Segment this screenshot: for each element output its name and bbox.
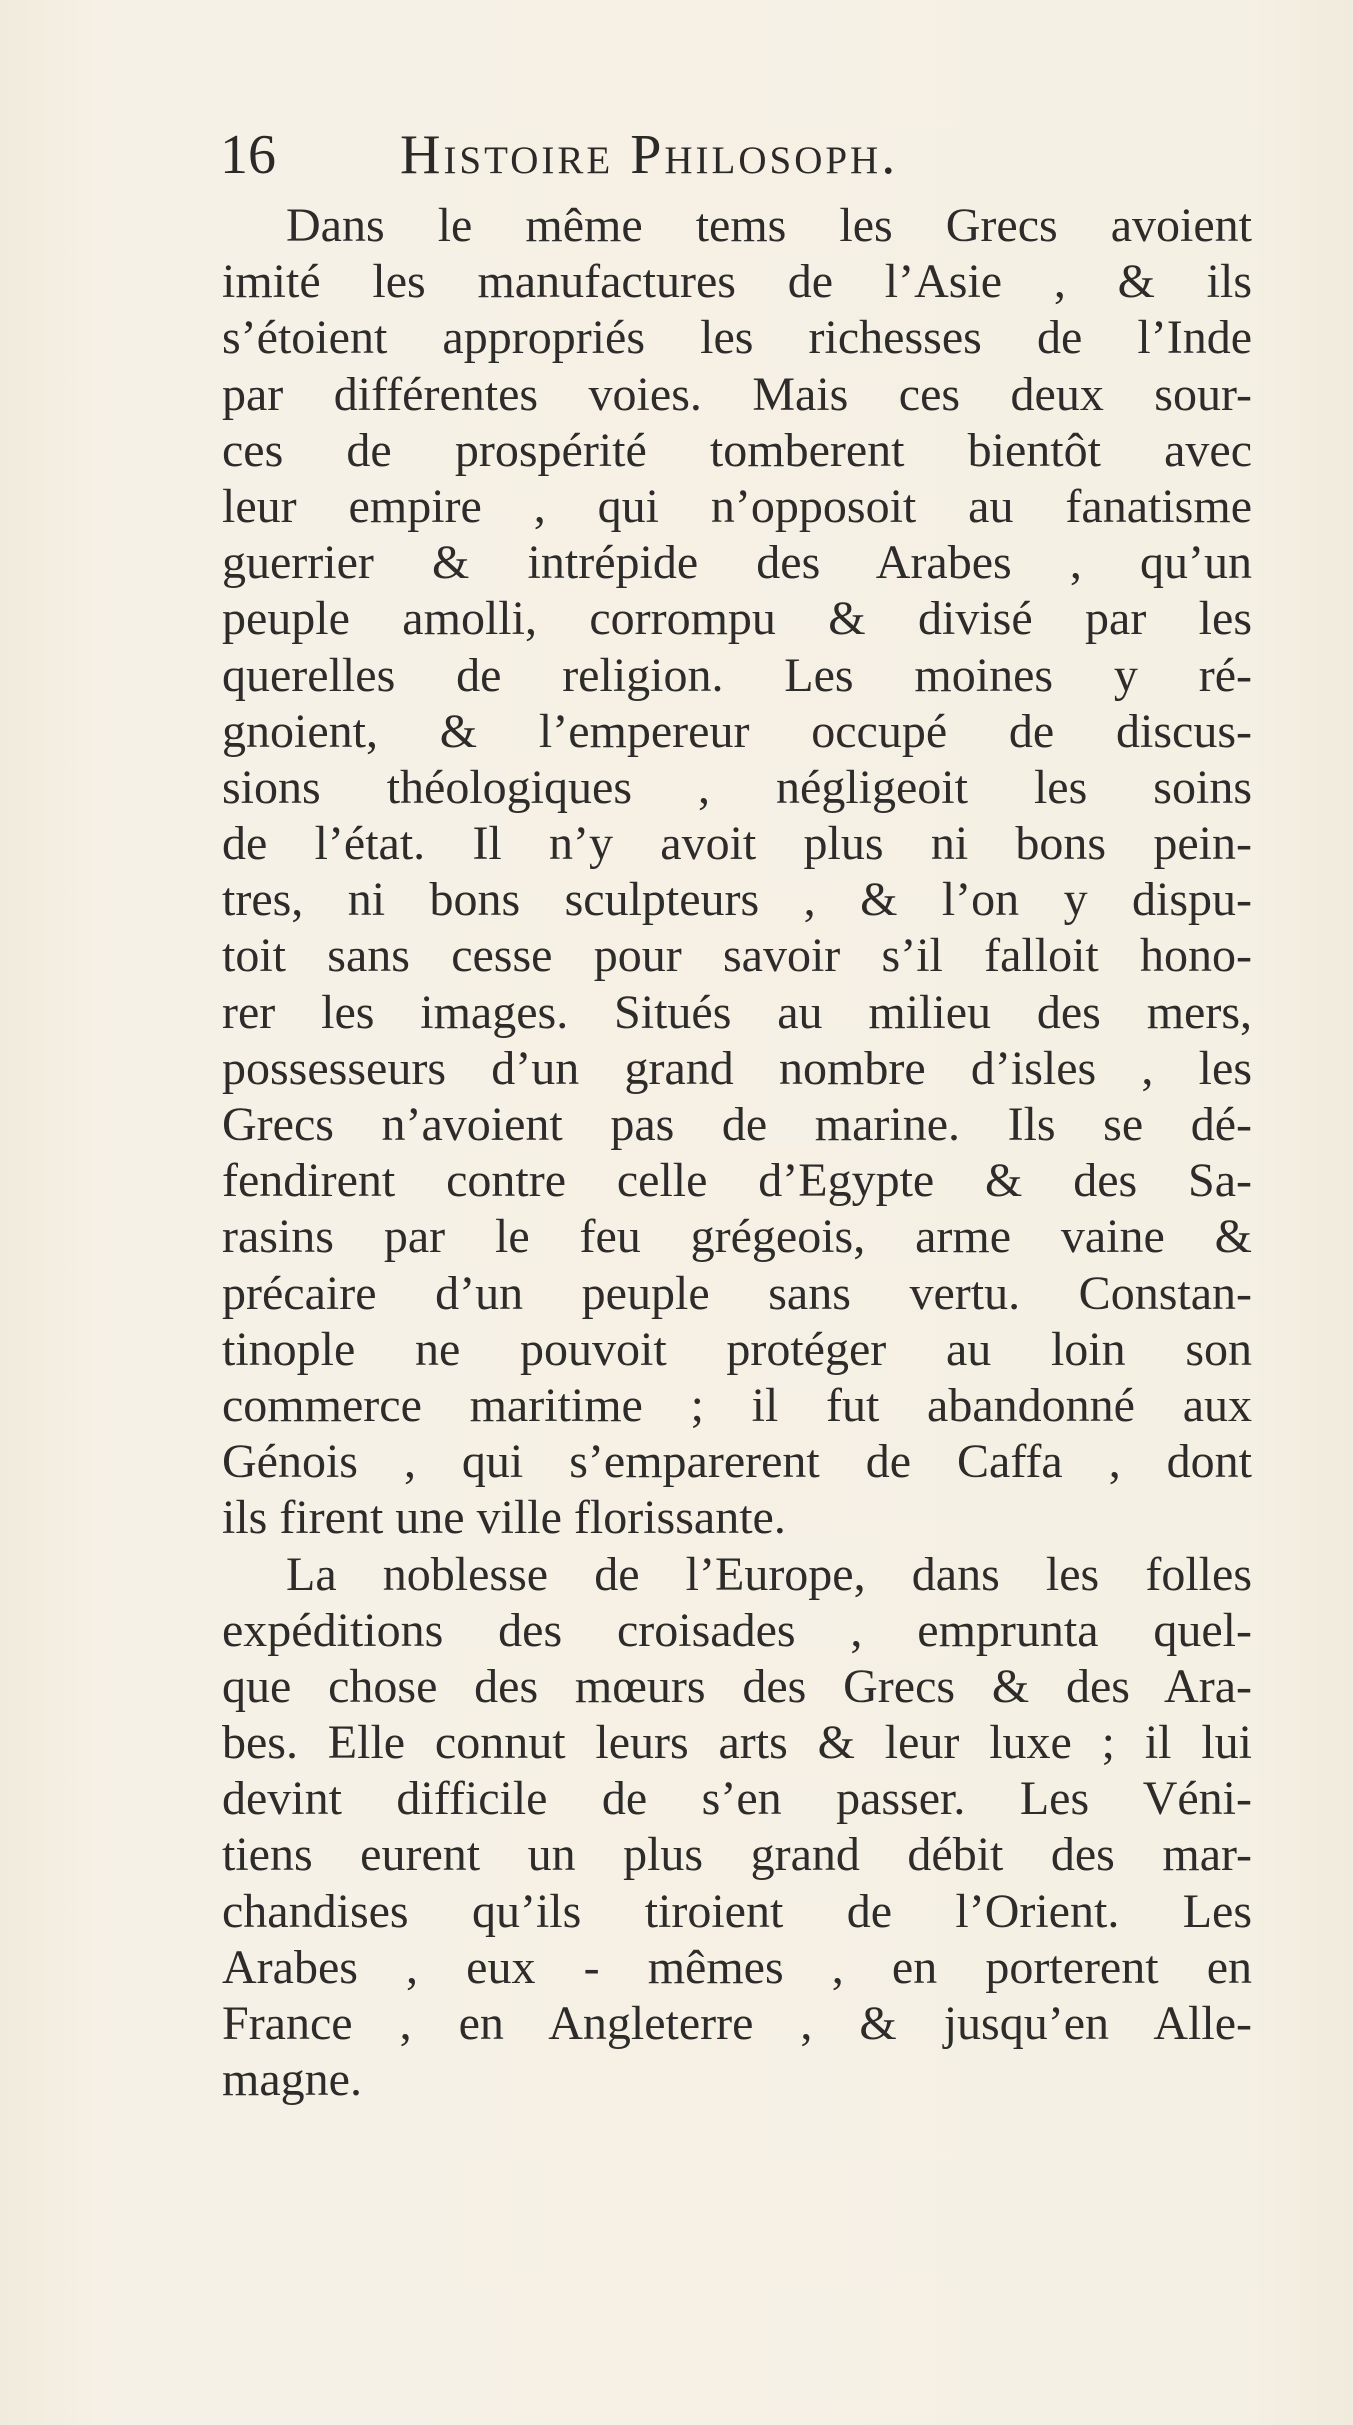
text-line: gnoient, & l’empereur occupé de discus- [222,704,1252,758]
text-line: imité les manufactures de l’Asie , & ils [222,255,1252,309]
paragraph [222,1547,1252,2109]
text-line: précaire d’un peuple sans vertu. Constan- [222,1266,1252,1320]
text-line: Arabes , eux - mêmes , en porterent en [222,1940,1252,1994]
text-line: sions théologiques , négligeoit les soins [222,760,1252,814]
text-line: leur empire , qui n’opposoit au fanatisme [222,479,1252,533]
text-line: peuple amolli, corrompu & divisé par les [222,592,1252,646]
text-line: bes. Elle connut leurs arts & leur luxe ; il lui [222,1716,1252,1770]
text-line: commerce maritime ; il fut abandonné aux [222,1378,1252,1432]
text-line: rasins par le feu grégeois, arme vaine & [222,1210,1252,1264]
text-line: chandises qu’ils tiroient de l’Orient. Les [222,1884,1252,1938]
body-text [222,198,1252,2108]
page-number: 16 [220,124,276,186]
text-line: guerrier & intrépide des Arabes , qu’un [222,536,1252,590]
text-line: toit sans cesse pour savoir s’il falloit hono- [222,929,1252,983]
text-line: s’étoient appropriés les richesses de l’Inde [222,311,1252,365]
text-line: fendirent contre celle d’Egypte & des Sa- [222,1154,1252,1208]
text-line: France , en Angleterre , & jusqu’en Alle- [222,1997,1252,2050]
text-line: ils firent une ville florissante. [222,1491,786,1545]
text-line: tres, ni bons sculpteurs , & l’on y dispu- [222,873,1252,927]
running-head: Histoire Philosoph. [400,124,899,186]
text-line: Génois , qui s’emparerent de Caffa , dont [222,1435,1252,1489]
text-line: de l’état. Il n’y avoit plus ni bons pein- [222,817,1252,871]
text-line: tiens eurent un plus grand débit des mar- [222,1828,1252,1882]
text-line: querelles de religion. Les moines y ré- [222,648,1252,702]
text-line: Grecs n’avoient pas de marine. Ils se dé- [222,1098,1252,1151]
text-line: rer les images. Situés au milieu des mers, [222,985,1252,1039]
text-line: par différentes voies. Mais ces deux sour- [222,367,1252,421]
text-line: ces de prospérité tomberent bientôt avec [222,423,1252,477]
paragraph [222,198,1252,1547]
text-line: expéditions des croisades , emprunta quel- [222,1603,1252,1657]
text-line: possesseurs d’un grand nombre d’isles , les [222,1041,1252,1095]
text-line: Dans le même tems les Grecs avoient [286,199,1252,252]
page-header [220,115,1280,195]
text-line: que chose des mœurs des Grecs & des Ara- [222,1659,1252,1713]
text-line: magne. [222,2053,362,2107]
text-line: tinople ne pouvoit protéger au loin son [222,1322,1252,1376]
text-line: La noblesse de l’Europe, dans les folles [286,1547,1252,1601]
text-line: devint difficile de s’en passer. Les Véni- [222,1772,1252,1826]
